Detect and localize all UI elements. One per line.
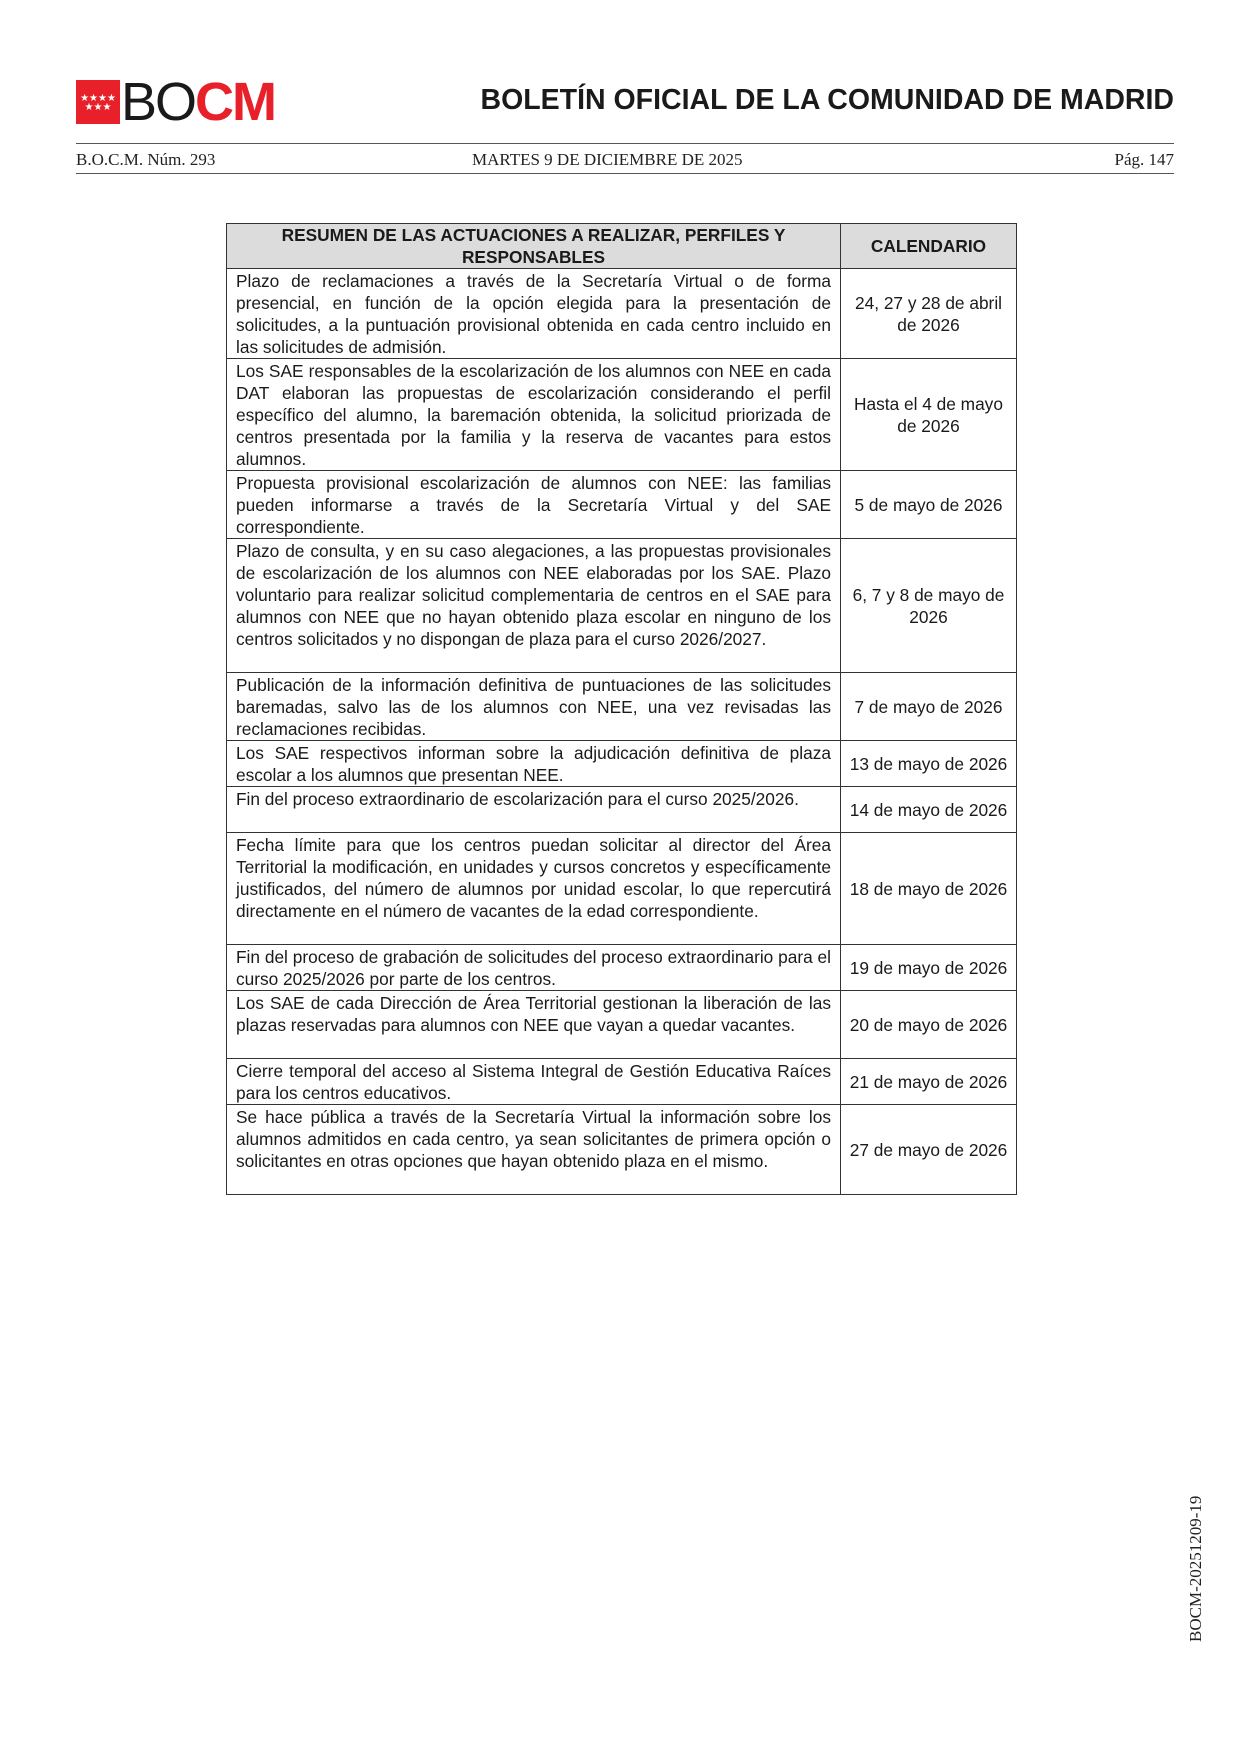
table-row [227,945,1017,991]
row-date: 13 de mayo de 2026 [841,741,1017,787]
row-date: 7 de mayo de 2026 [841,673,1017,741]
table-row [227,1059,1017,1105]
table-row [227,833,1017,945]
row-date: 5 de mayo de 2026 [841,471,1017,539]
row-description: Publicación de la información definitiva de puntuaciones de las solicitudes baremadas, salvo las de los alumnos con NEE, una vez revisadas las reclamaciones recibidas. [227,673,841,741]
header-rule-bottom [76,173,1174,174]
row-description: Plazo de consulta, y en su caso alegaciones, a las propuestas provisionales de escolarización de los alumnos con NEE elaboradas por los SAE. Plazo voluntario para realizar solicitud complementaria de centros en el SAE para alumnos con NEE que no hayan obtenido plaza escolar en ninguno de los centros solicitados y no dispongan de plaza para el curso 2026/2027. [227,539,841,673]
table-row [227,269,1017,359]
row-date: 6, 7 y 8 de mayo de 2026 [841,539,1017,673]
table-header-row [227,224,1017,269]
row-description: Fin del proceso extraordinario de escolarización para el curso 2025/2026. [227,787,841,833]
row-date: 18 de mayo de 2026 [841,833,1017,945]
table-row [227,539,1017,673]
table-row [227,471,1017,539]
row-description: Fin del proceso de grabación de solicitudes del proceso extraordinario para el curso 2025/2026 por parte de los centros. [227,945,841,991]
row-description: Fecha límite para que los centros puedan solicitar al director del Área Territorial la modificación, en unidades y cursos concretos y específicamente justificados, del número de alumnos por unidad escolar, lo que repercutirá directamente en el número de vacantes de la edad correspondiente. [227,833,841,945]
row-date: 14 de mayo de 2026 [841,787,1017,833]
issue-date: MARTES 9 DE DICIEMBRE DE 2025 [472,150,743,169]
table-row [227,787,1017,833]
row-date: 20 de mayo de 2026 [841,991,1017,1059]
row-description: Plazo de reclamaciones a través de la Secretaría Virtual o de forma presencial, en función de la opción elegida para la presentación de solicitudes, a la puntuación provisional obtenida en cada centro incluido en las solicitudes de admisión. [227,269,841,359]
row-date: 21 de mayo de 2026 [841,1059,1017,1105]
row-description: Los SAE respectivos informan sobre la adjudicación definitiva de plaza escolar a los alumnos que presentan NEE. [227,741,841,787]
bocm-logo [76,72,276,132]
table-row [227,741,1017,787]
table-row [227,1105,1017,1195]
row-description: Cierre temporal del acceso al Sistema Integral de Gestión Educativa Raíces para los centros educativos. [227,1059,841,1105]
row-description: Los SAE responsables de la escolarización de los alumnos con NEE en cada DAT elaboran las propuestas de escolarización considerando el perfil específico del alumno, la baremación obtenida, la solicitud priorizada de centros presentada por la familia y la reserva de vacantes para estos alumnos. [227,359,841,471]
row-description: Los SAE de cada Dirección de Área Territorial gestionan la liberación de las plazas reservadas para alumnos con NEE que vayan a quedar vacantes. [227,991,841,1059]
issue-number: B.O.C.M. Núm. 293 [76,150,216,169]
page-number: Pág. 147 [1114,150,1174,169]
logo-text: BOCM [121,72,276,132]
row-date: 27 de mayo de 2026 [841,1105,1017,1195]
row-date: 19 de mayo de 2026 [841,945,1017,991]
header-actions: RESUMEN DE LAS ACTUACIONES A REALIZAR, PERFILES Y RESPONSABLES [227,224,841,269]
header-rule-top [76,143,1174,144]
row-date: Hasta el 4 de mayo de 2026 [841,359,1017,471]
table-row [227,991,1017,1059]
row-date: 24, 27 y 28 de abril de 2026 [841,269,1017,359]
row-description: Se hace pública a través de la Secretaría Virtual la información sobre los alumnos admitidos en cada centro, ya sean solicitantes de primera opción o solicitantes en otras opciones que hayan obtenido plaza en el mismo. [227,1105,841,1195]
header-calendar: CALENDARIO [841,224,1017,269]
schedule-table [226,223,1017,1195]
table-row [227,359,1017,471]
madrid-flag-icon: ★★★★ ★★★ [76,80,120,124]
document-code: BOCM-20251209-19 [1186,1495,1205,1642]
table-row [227,673,1017,741]
bulletin-title: BOLETÍN OFICIAL DE LA COMUNIDAD DE MADRID [480,84,1174,116]
row-description: Propuesta provisional escolarización de alumnos con NEE: las familias pueden informarse a través de la Secretaría Virtual y del SAE correspondiente. [227,471,841,539]
